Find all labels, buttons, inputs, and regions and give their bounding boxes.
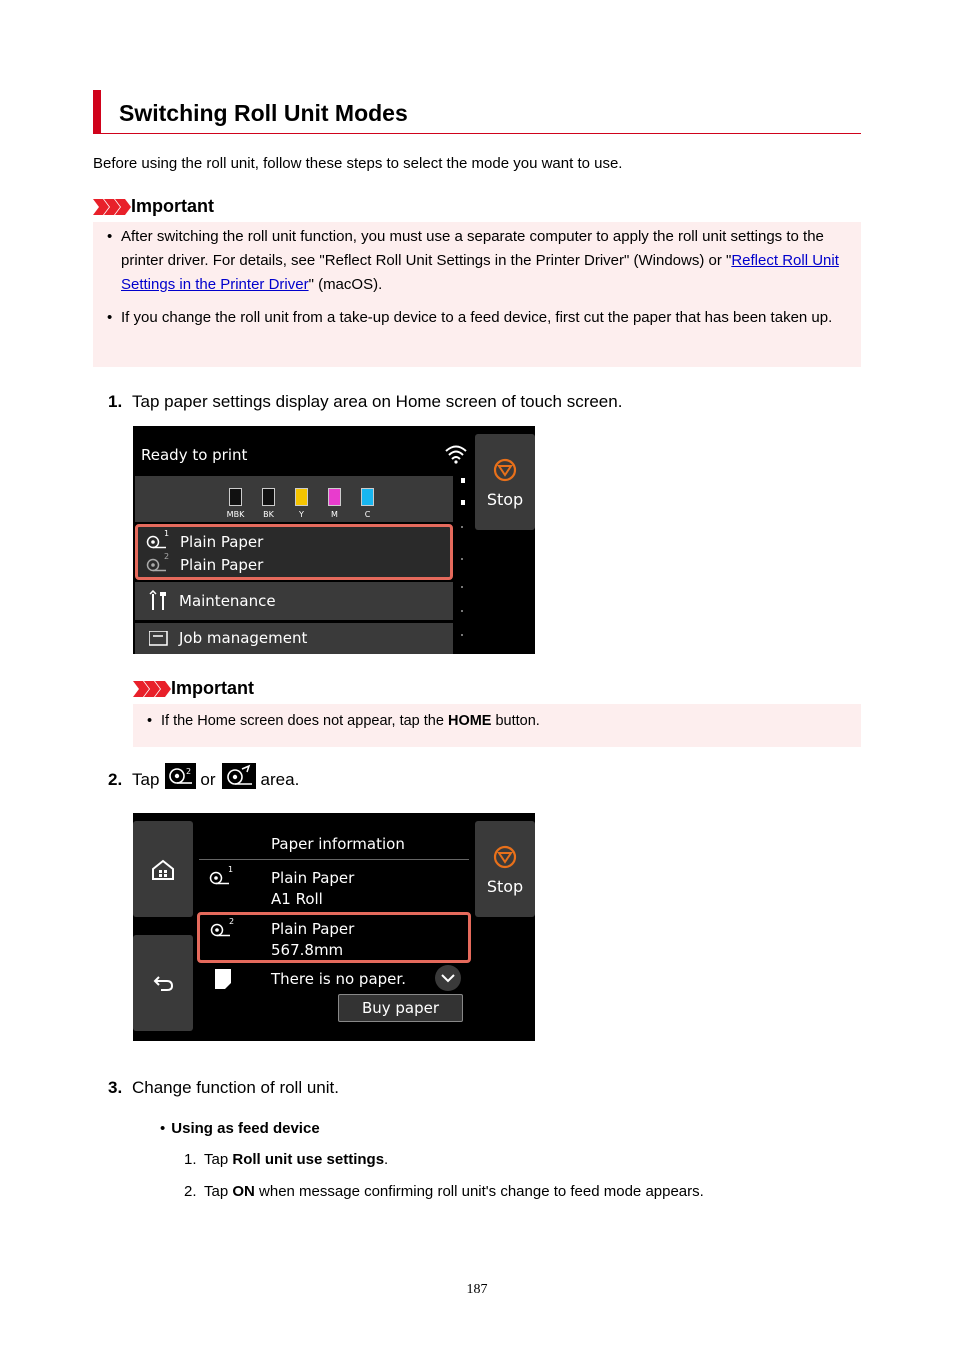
expand-button[interactable]	[435, 965, 461, 991]
stop-button[interactable]: Stop	[475, 434, 535, 530]
job-management-tile[interactable]: Job management	[135, 623, 453, 654]
ink-tank-c: C	[351, 488, 384, 522]
roll2-paper: Plain Paper	[180, 556, 264, 574]
page-title-text: Switching Roll Unit Modes	[119, 100, 408, 126]
ink-tank-y: Y	[285, 488, 318, 522]
scroll-indicator[interactable]	[461, 478, 465, 648]
maintenance-tile[interactable]: Maintenance	[135, 582, 453, 620]
stop-icon	[493, 845, 517, 869]
roll-takeup-button-icon[interactable]	[222, 763, 256, 789]
feed-device-heading: • Using as feed device	[160, 1120, 320, 1137]
ink-tank-bk: BK	[252, 488, 285, 522]
important-arrows-icon	[93, 199, 131, 215]
screen-header: Paper information	[271, 835, 405, 853]
stop-icon	[493, 458, 517, 482]
home-icon	[151, 859, 175, 881]
important-item: • If you change the roll unit from a take-up device to a feed device, first cut the paper that has been taken up.	[93, 306, 861, 330]
chevron-down-icon	[441, 973, 455, 983]
roll-2-info[interactable]: 2 Plain Paper 567.8mm	[197, 912, 471, 963]
wifi-icon	[445, 444, 467, 464]
feed-substep-2: 2. Tap ON when message confirming roll unit's change to feed mode appears.	[184, 1183, 704, 1200]
home-screen-image	[133, 426, 535, 654]
home-button[interactable]	[133, 821, 193, 917]
step-3: 3. Change function of roll unit.	[108, 1078, 339, 1097]
paper-settings-area[interactable]: 1 Plain Paper 2 Plain Paper	[135, 524, 453, 580]
status-text: Ready to print	[141, 446, 248, 464]
stop-button[interactable]: Stop	[475, 821, 535, 917]
buy-paper-button[interactable]: Buy paper	[338, 994, 463, 1022]
important-item: • If the Home screen does not appear, tap the HOME button.	[133, 709, 861, 733]
ink-level-tile[interactable]	[135, 476, 453, 522]
roll-2-button-icon[interactable]	[165, 763, 196, 789]
job-list-icon	[149, 631, 169, 647]
important-arrows-icon	[133, 681, 171, 697]
svg-text:2: 2	[186, 767, 192, 776]
roll-1-info[interactable]: 1 Plain Paper A1 Roll	[199, 863, 469, 909]
step-1: 1. Tap paper settings display area on Home screen of touch screen.	[108, 392, 623, 411]
important-box	[93, 222, 861, 367]
paper-information-screen-image	[133, 813, 535, 1041]
important-item: • After switching the roll unit function, you must use a separate computer to apply the roll unit settings to the printer driver. For details, see "Reflect Roll Unit Settings in the Printer Driver" (Windows) or "Reflect Roll Unit Settings in the Printer Driver" (macOS).	[93, 225, 861, 297]
important-box	[133, 704, 861, 747]
page-title	[93, 90, 861, 134]
important-heading: Important	[133, 678, 254, 699]
no-paper-text: There is no paper.	[271, 970, 406, 988]
ink-tank-mbk: MBK	[219, 488, 252, 522]
reflect-settings-link[interactable]: Reflect Roll Unit Settings in the Printer Driver	[121, 252, 839, 293]
page-number: 187	[466, 1282, 488, 1297]
feed-substep-1: 1. Tap Roll unit use settings.	[184, 1151, 389, 1168]
tools-icon	[147, 590, 169, 612]
back-button[interactable]	[133, 935, 193, 1031]
step-2: 2. Tap 2 or area.	[108, 770, 299, 790]
ink-tank-m: M	[318, 488, 351, 522]
sheet-icon	[215, 969, 231, 989]
back-icon	[153, 973, 175, 991]
intro-text: Before using the roll unit, follow these steps to select the mode you want to use.	[93, 155, 623, 172]
roll1-paper: Plain Paper	[180, 533, 264, 551]
important-heading: Important	[93, 196, 214, 217]
